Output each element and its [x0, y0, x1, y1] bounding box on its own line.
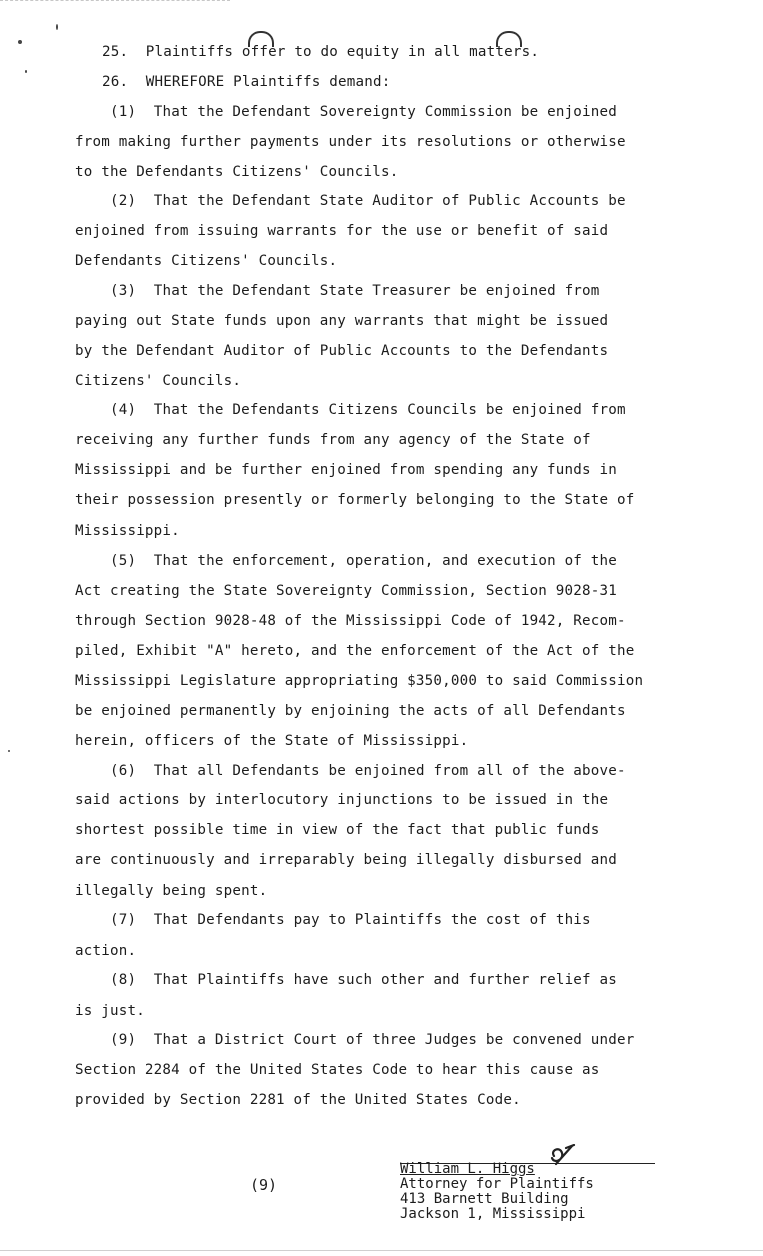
- paragraph-line: herein, officers of the State of Mississippi.: [75, 733, 469, 749]
- paragraph-line: action.: [75, 943, 137, 959]
- top-dashed-edge: [0, 0, 230, 1]
- paragraph-line: Mississippi and be further enjoined from spending any funds in: [75, 462, 617, 478]
- paragraph-line: (9) That a District Court of three Judges be convened under: [110, 1032, 635, 1048]
- paragraph-line: piled, Exhibit "A" hereto, and the enforcement of the Act of the: [75, 643, 635, 659]
- page-number: (9): [250, 1176, 278, 1194]
- paragraph-line: be enjoined permanently by enjoining the acts of all Defendants: [75, 703, 626, 719]
- signature-name: William L. Higgs: [400, 1161, 535, 1177]
- paragraph-line: Section 2284 of the United States Code to hear this cause as: [75, 1062, 600, 1078]
- paragraph-line: is just.: [75, 1003, 145, 1019]
- paragraph-line: enjoined from issuing warrants for the use or benefit of said: [75, 223, 609, 239]
- margin-mark: [18, 40, 22, 44]
- paragraph-line: (3) That the Defendant State Treasurer be enjoined from: [110, 283, 600, 299]
- margin-mark: [56, 24, 58, 30]
- paragraph-line: shortest possible time in view of the fact that public funds: [75, 822, 600, 838]
- signature-block: [400, 1162, 594, 1222]
- paragraph-line: (1) That the Defendant Sovereignty Commission be enjoined: [110, 104, 618, 120]
- paragraph-line: provided by Section 2281 of the United States Code.: [75, 1092, 521, 1108]
- paragraph-line: Act creating the State Sovereignty Commission, Section 9028-31: [75, 583, 617, 599]
- paragraph-line: (2) That the Defendant State Auditor of Public Accounts be: [110, 193, 626, 209]
- margin-mark: [25, 70, 27, 73]
- paragraph-line: said actions by interlocutory injunctions to be issued in the: [75, 792, 609, 808]
- paragraph-line: their possession presently or formerly belonging to the State of: [75, 492, 635, 508]
- paragraph-line: by the Defendant Auditor of Public Accounts to the Defendants: [75, 343, 609, 359]
- paragraph-line: from making further payments under its resolutions or otherwise: [75, 134, 626, 150]
- paragraph-line: illegally being spent.: [75, 883, 268, 899]
- paragraph-line: Citizens' Councils.: [75, 373, 242, 389]
- paragraph-line: (8) That Plaintiffs have such other and further relief as: [110, 972, 618, 988]
- paragraph-line: Mississippi Legislature appropriating $350,000 to said Commission: [75, 673, 644, 689]
- paragraph-line: are continuously and irreparably being illegally disbursed and: [75, 852, 617, 868]
- paragraph-line: 26. WHEREFORE Plaintiffs demand:: [102, 74, 391, 90]
- paragraph-line: to the Defendants Citizens' Councils.: [75, 164, 399, 180]
- paragraph-line: (7) That Defendants pay to Plaintiffs the cost of this: [110, 912, 591, 928]
- paragraph-line: receiving any further funds from any agency of the State of: [75, 432, 591, 448]
- paragraph-line: (4) That the Defendants Citizens Councils be enjoined from: [110, 402, 626, 418]
- paragraph-line: Defendants Citizens' Councils.: [75, 253, 338, 269]
- paragraph-line: Mississippi.: [75, 523, 180, 539]
- signature-title: Attorney for Plaintiffs: [400, 1176, 594, 1192]
- margin-mark: [8, 750, 10, 752]
- paragraph-line: (5) That the enforcement, operation, and execution of the: [110, 553, 618, 569]
- paragraph-line: paying out State funds upon any warrants that might be issued: [75, 313, 609, 329]
- signature-address-line: 413 Barnett Building: [400, 1191, 569, 1207]
- bottom-edge-rule: [0, 1250, 763, 1251]
- paragraph-line: (6) That all Defendants be enjoined from all of the above-: [110, 763, 626, 779]
- paragraph-line: through Section 9028-48 of the Mississippi Code of 1942, Recom-: [75, 613, 626, 629]
- paragraph-line: 25. Plaintiffs offer to do equity in all matters.: [102, 44, 540, 60]
- signature-address-line: Jackson 1, Mississippi: [400, 1206, 586, 1222]
